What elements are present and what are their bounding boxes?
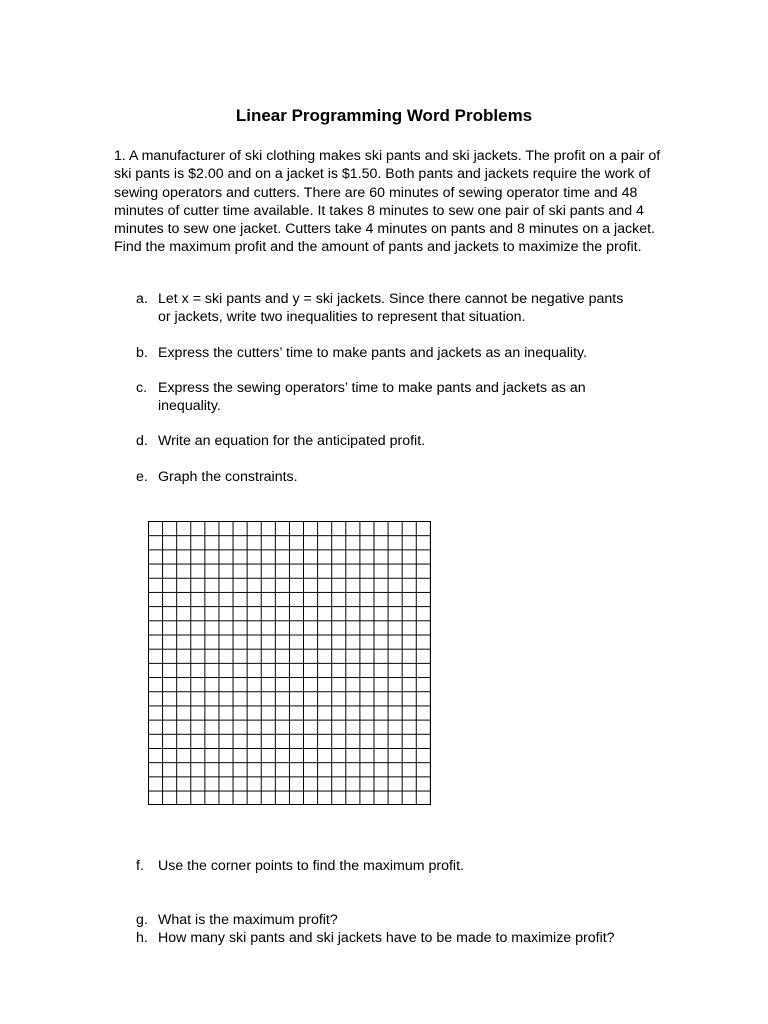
question-text: Let x = ski pants and y = ski jackets. Since there cannot be negative pants or jackets, write two inequalities to represent that situation.: [158, 291, 624, 326]
question-a: [136, 290, 656, 327]
question-b: [136, 344, 656, 362]
question-g: [136, 911, 656, 929]
question-text: Express the sewing operators’ time to make pants and jackets as an inequality.: [158, 380, 586, 415]
page-title: Linear Programming Word Problems: [235, 106, 533, 125]
question-c: [136, 379, 656, 416]
question-text: Write an equation for the anticipated profit.: [158, 433, 426, 449]
question-letter: b.: [136, 345, 148, 361]
question-h: [136, 929, 656, 947]
question-e: [136, 468, 656, 486]
question-text: What is the maximum profit?: [158, 912, 338, 928]
problem-statement: 1. A manufacturer of ski clothing makes ski pants and ski jackets. The profit on a pair of ski pants is $2.00 and on a jacket is $1.50. Both pants and jackets require the work of sewing operators and cutters. There are 60 minutes of sewing operator time and 48 minutes of cutter time available. It takes 8 minutes to sew one pair of ski pants and 4 minutes to sew one jacket. Cutters take 4 minutes on pants and 8 minutes on a jacket. Find the maximum profit and the amount of pants and jackets to maximize the profit.: [114, 148, 661, 256]
graph-grid: [148, 521, 431, 805]
question-letter: d.: [136, 433, 148, 449]
question-letter: a.: [136, 291, 148, 307]
question-letter: g.: [136, 912, 148, 928]
question-letter: c.: [136, 380, 148, 396]
question-letter: f.: [136, 858, 144, 874]
question-d: [136, 432, 656, 450]
question-letter: h.: [136, 930, 148, 946]
question-text: Express the cutters’ time to make pants and jackets as an inequality.: [158, 345, 587, 361]
question-text: Graph the constraints.: [158, 469, 298, 485]
question-text: How many ski pants and ski jackets have to be made to maximize profit?: [158, 930, 615, 946]
question-letter: e.: [136, 469, 148, 485]
question-f: [136, 857, 656, 875]
question-text: Use the corner points to find the maximum profit.: [158, 858, 464, 874]
